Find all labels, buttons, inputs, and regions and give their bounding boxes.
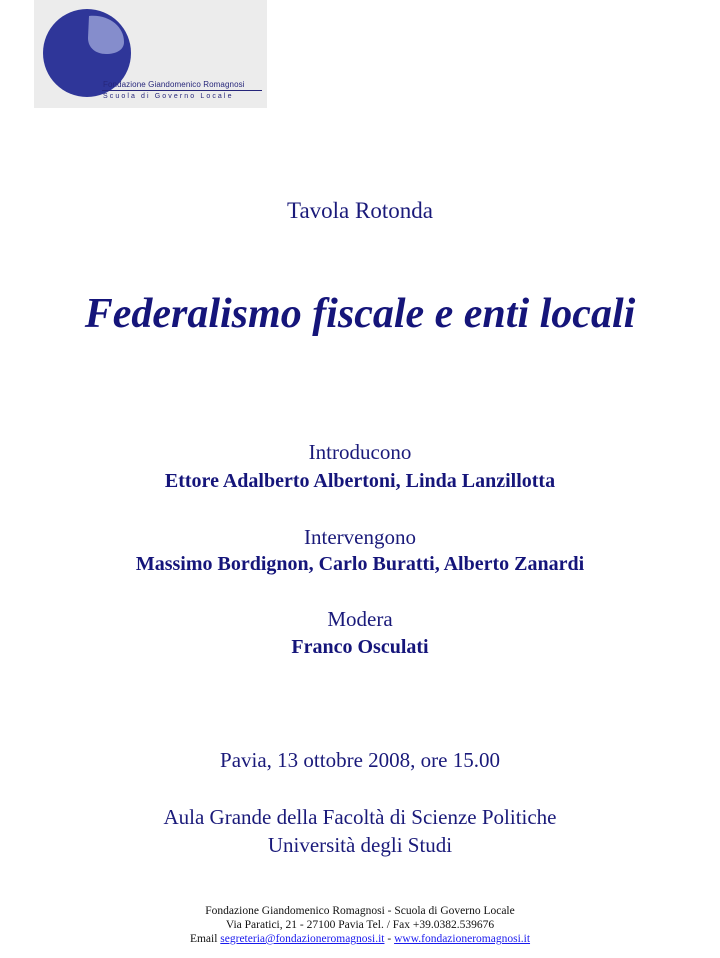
role-label-intro: Introducono — [308, 440, 412, 464]
logo-name: Fondazione Giandomenico Romagnosi — [103, 80, 245, 89]
footer-line-1: Fondazione Giandomenico Romagnosi - Scuola di Governo Locale — [205, 905, 515, 917]
event-kicker: Tavola Rotonda — [287, 198, 433, 223]
logo — [34, 0, 267, 108]
venue-line-1: Aula Grande della Facoltà di Scienze Politiche — [163, 805, 557, 829]
event-title: Federalismo fiscale e enti locali — [84, 291, 636, 337]
role-names-speakers: Massimo Bordignon, Carlo Buratti, Alberto Zanardi — [135, 553, 585, 575]
footer-line-2: Via Paratici, 21 - 27100 Pavia Tel. / Fax +39.0382.539676 — [225, 919, 495, 931]
role-label-moderator: Modera — [327, 607, 393, 631]
contact-separator: - — [384, 933, 395, 945]
email-link[interactable]: segreteria@fondazioneromagnosi.it — [220, 933, 385, 945]
venue-line-2: Università degli Studi — [267, 833, 453, 857]
website-link[interactable]: www.fondazioneromagnosi.it — [394, 933, 531, 945]
role-label-speakers: Intervengono — [304, 525, 416, 549]
email-label: Email — [189, 933, 221, 945]
event-date-time: Pavia, 13 ottobre 2008, ore 15.00 — [220, 748, 500, 772]
role-names-moderator: Franco Osculati — [291, 636, 429, 658]
logo-subtitle: Scuola di Governo Locale — [103, 93, 234, 100]
footer-contacts — [0, 933, 720, 945]
logo-divider — [102, 90, 262, 91]
role-names-intro: Ettore Adalberto Albertoni, Linda Lanzillotta — [164, 470, 556, 492]
